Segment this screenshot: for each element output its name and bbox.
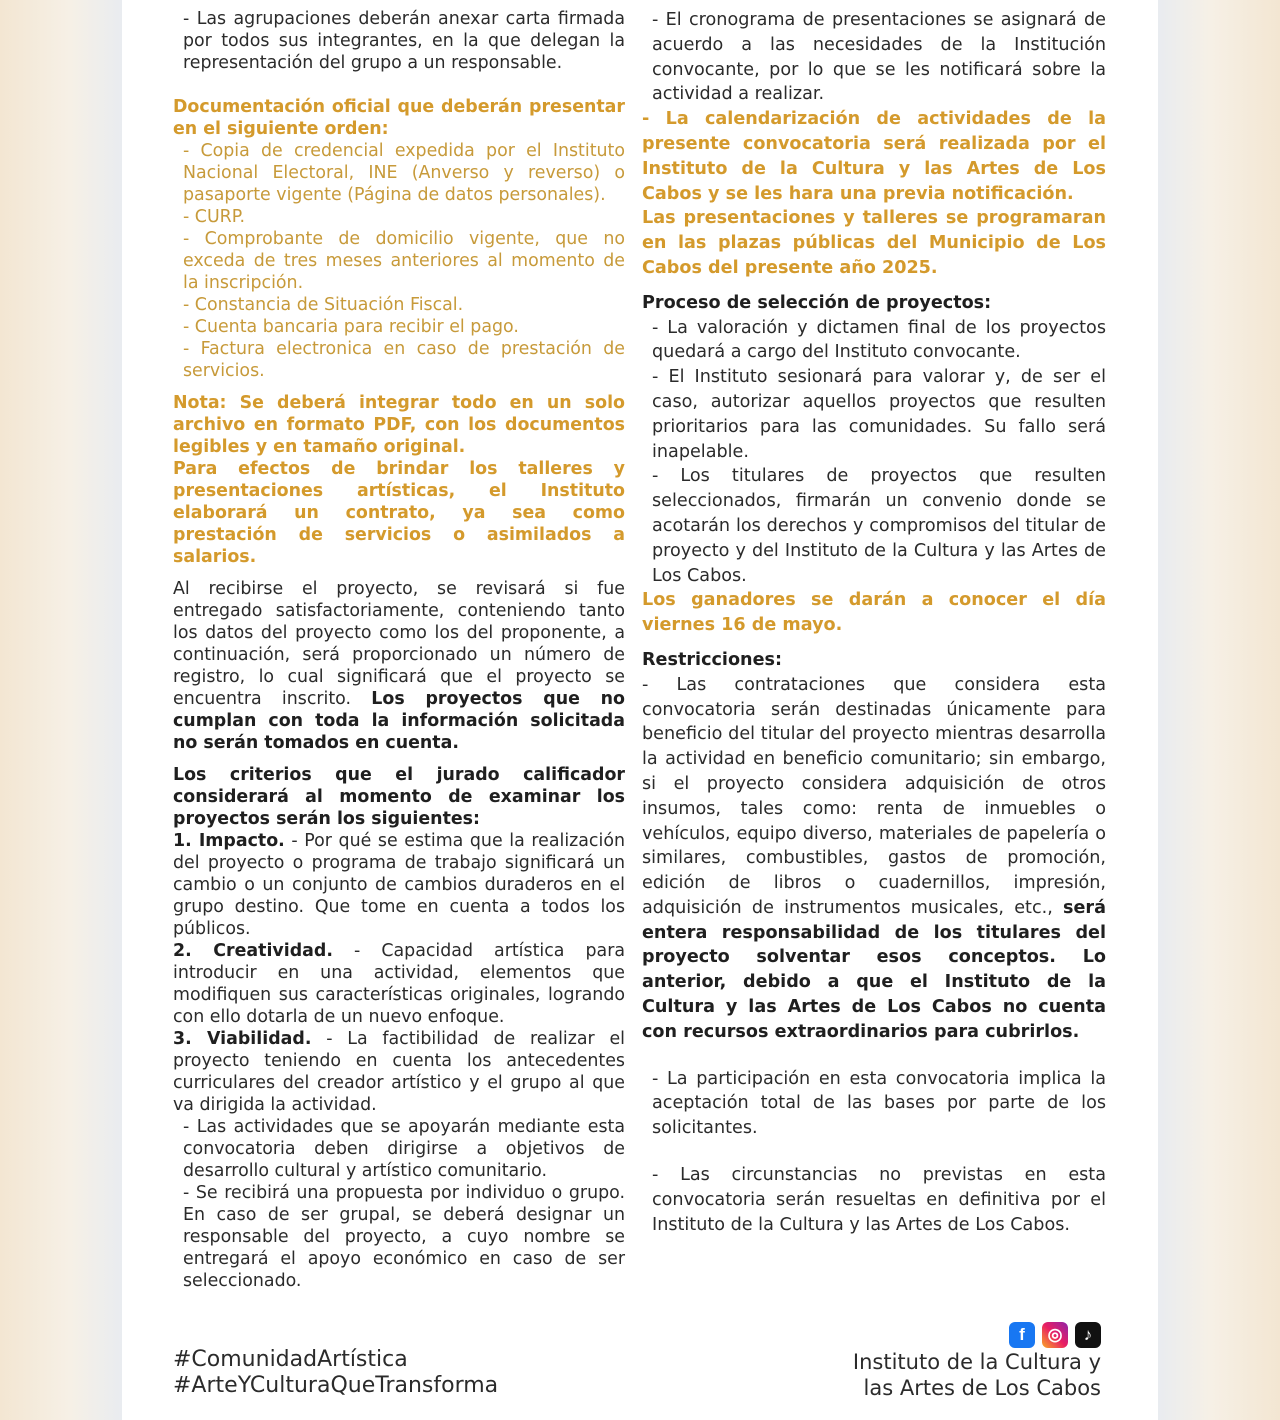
- criterio-viabilidad-title: 3. Viabilidad.: [173, 1029, 312, 1049]
- paragraph-agrupaciones: - Las agrupaciones deberán anexar carta firmada por todos sus integrantes, en la que delegan la representación del grupo a un responsable.: [183, 9, 625, 73]
- institution-line-2: las Artes de Los Cabos: [863, 1375, 1101, 1400]
- participacion-paragraph: - La participación en esta convocatoria implica la aceptación total de las bases por parte de los solicitantes.: [652, 1068, 1106, 1139]
- criterio-viabilidad: [173, 1028, 625, 1116]
- nota-text: Nota: Se deberá integrar todo en un solo archivo en formato PDF, con los documentos legibles y en tamaño original.: [173, 393, 625, 457]
- cronograma-paragraph: - El cronograma de presentaciones se asignará de acuerdo a las necesidades de la Institución convocante, por lo que se les notificará sobre la actividad a realizar.: [652, 10, 1106, 105]
- criterio-creatividad-text: - Capacidad artística para introducir en una actividad, elementos que modifiquen sus características originales, logrando con ello dotarla de un nuevo enfoque.: [173, 941, 626, 1027]
- criterio-impacto: [173, 830, 625, 940]
- presentaciones-paragraph: Las presentaciones y talleres se programaran en las plazas públicas del Municipio de Los Cabos del presente año 2025.: [642, 208, 1106, 278]
- hashtag-arte-cultura[interactable]: #ArteYCulturaQueTransforma: [173, 1373, 499, 1398]
- institution-line-1: Instituto de la Cultura y: [852, 1350, 1101, 1374]
- doc-item-domicilio: - Comprobante de domicilio vigente, que no exceda de tres meses anteriores al momento de la inscripción.: [183, 229, 625, 293]
- criterio-creatividad: [173, 940, 625, 1028]
- calendarizacion-paragraph: - La calendarización de actividades de la presente convocatoria será realizada por el Instituto de la Cultura y las Artes de Los Cabos y se les hara una previa notificación.: [642, 109, 1106, 204]
- restricciones-paragraph: [642, 673, 1106, 1045]
- doc-item-factura: - Factura electronica en caso de prestación de servicios.: [183, 339, 625, 381]
- heading-criterios: Los criterios que el jurado calificador considerará al momento de examinar los proyectos serán los siguientes:: [173, 765, 625, 829]
- contrato-text: Para efectos de brindar los talleres y presentaciones artísticas, el Instituto elaborará un contrato, ya sea como prestación de servicios o asimilados a salarios.: [173, 459, 625, 567]
- left-column: [173, 8, 625, 1292]
- circunstancias-paragraph: - Las circunstancias no previstas en esta convocatoria serán resueltas en definitiva por el Instituto de la Cultura y las Artes de Los Cabos.: [652, 1165, 1106, 1235]
- criterio-creatividad-title: 2. Creatividad.: [173, 941, 333, 961]
- instagram-icon[interactable]: ◎: [1042, 1322, 1068, 1348]
- footer-hashtags: [173, 1347, 498, 1399]
- heading-documentacion: Documentación oficial que deberán presentar en el siguiente orden:: [173, 97, 625, 139]
- doc-item-situacion-fiscal: - Constancia de Situación Fiscal.: [183, 295, 464, 315]
- doc-item-curp: - CURP.: [183, 207, 246, 227]
- social-icons: [1009, 1322, 1101, 1348]
- doc-item-ine: - Copia de credencial expedida por el Instituto Nacional Electoral, INE (Anverso y reverso) o pasaporte vigente (Página de datos personales).: [183, 141, 625, 205]
- tiktok-icon[interactable]: ♪: [1075, 1322, 1101, 1348]
- proceso-item-sesion: - El Instituto sesionará para valorar y, de ser el caso, autorizar aquellos proyectos que resulten prioritarios para las comunidades. Su fallo será inapelable.: [652, 367, 1106, 462]
- proceso-item-valoracion: - La valoración y dictamen final de los proyectos quedará a cargo del Instituto convocante.: [652, 317, 1106, 363]
- restricciones-text: - Las contrataciones que considera esta convocatoria serán destinadas únicamente para beneficio del titular del proyecto mientras desarrolla la actividad en beneficio comunitario; sin embargo, si el proyecto considera adquisición de otros insumos, tales como: renta de inmuebles o vehículos, equipo diverso, materiales de papelería o similares, combustibles, gastos de promoción, edición de libros o cuadernillos, impresión, adquisición de instrumentos musicales, etc.,: [642, 674, 1106, 918]
- doc-item-cuenta-bancaria: - Cuenta bancaria para recibir el pago.: [183, 317, 519, 337]
- heading-proceso-seleccion: Proceso de selección de proyectos:: [642, 292, 992, 313]
- recibir-paragraph: [173, 578, 625, 754]
- facebook-icon[interactable]: f: [1009, 1322, 1035, 1348]
- actividades-paragraph: - Las actividades que se apoyarán mediante esta convocatoria deben dirigirse a objetivos de desarrollo cultural y artístico comunitario.: [183, 1117, 625, 1181]
- ganadores-paragraph: Los ganadores se darán a conocer el día viernes 16 de mayo.: [642, 590, 1106, 636]
- propuesta-paragraph: - Se recibirá una propuesta por individuo o grupo. En caso de ser grupal, se deberá designar un responsable del proyecto, a cuyo nombre se entregará el apoyo económico en caso de ser seleccionado.: [183, 1183, 625, 1291]
- institution-name: [853, 1350, 1101, 1401]
- recibir-text: Al recibirse el proyecto, se revisará si fue entregado satisfactoriamente, conteniendo tanto los datos del proyecto como los del proponente, a continuación, será proporcionado un número de registro, lo cual significará que el proyecto se encuentra inscrito.: [173, 579, 625, 709]
- proceso-item-convenio: - Los titulares de proyectos que resulten seleccionados, firmarán un convenio donde se acotarán los derechos y compromisos del titular de proyecto y del Instituto de la Cultura y las Artes de Los Cabos.: [652, 466, 1106, 586]
- criterio-impacto-text: - Por qué se estima que la realización del proyecto o programa de trabajo significará un cambio o un conjunto de cambios duraderos en el grupo destino. Que tome en cuenta a todos los públicos.: [173, 831, 625, 939]
- heading-restricciones: Restricciones:: [642, 649, 783, 670]
- recibir-bold-text: Los proyectos que no cumplan con toda la información solicitada no serán tomados en cuenta.: [173, 689, 625, 753]
- document-page: [122, 0, 1158, 1420]
- criterio-impacto-title: 1. Impacto.: [173, 831, 285, 851]
- restricciones-bold-text: será entera responsabilidad de los titulares del proyecto solventar esos conceptos. Lo anterior, debido a que el Instituto de la Cultura y las Artes de Los Cabos no cuenta con recursos extraordinarios para cubrirlos.: [642, 897, 1106, 1042]
- criterio-viabilidad-text: - La factibilidad de realizar el proyecto teniendo en cuenta los antecedentes curriculares del creador artístico y el grupo al que va dirigida la actividad.: [173, 1029, 625, 1115]
- hashtag-comunidad[interactable]: #ComunidadArtística: [173, 1347, 408, 1372]
- right-column: [642, 8, 1106, 1237]
